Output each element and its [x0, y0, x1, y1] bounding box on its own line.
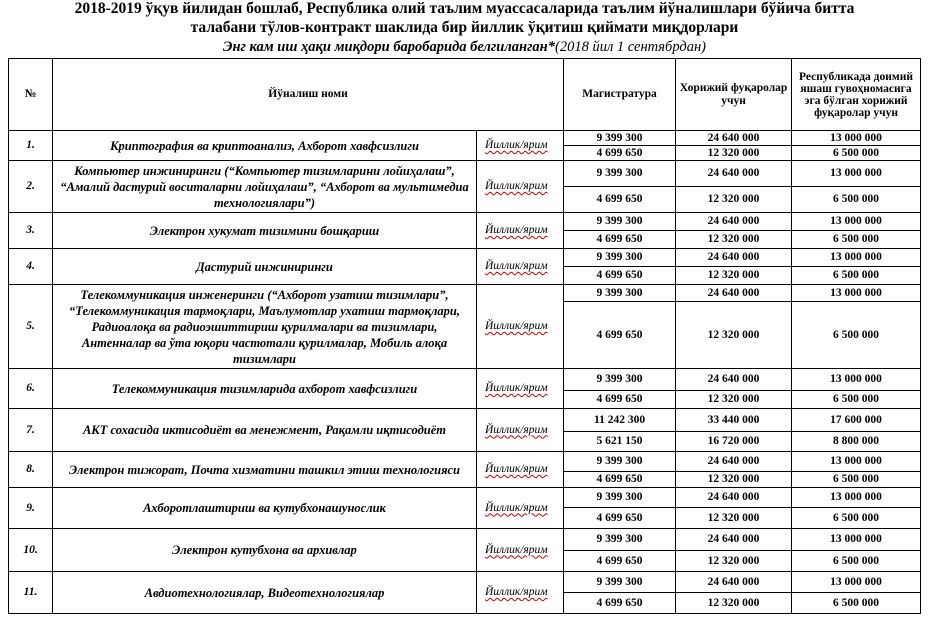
master-fee-half: 5 621 150: [564, 432, 676, 452]
tuition-table: [8, 58, 921, 614]
resident-fee-half: 6 500 000: [792, 472, 921, 488]
row-number: 9.: [9, 488, 53, 529]
document-title-line-2: талабани тўлов-контракт шаклида бир йиллик ўқитиш қиймати миқдорлари: [190, 19, 739, 36]
master-fee-annual: 9 399 300: [564, 452, 676, 472]
foreign-fee-annual: 24 640 000: [676, 213, 792, 231]
master-fee-annual: 9 399 300: [564, 131, 676, 146]
table-row: [9, 529, 921, 551]
study-mode: [477, 452, 564, 488]
document-title-line-1: 2018-2019 ўқув йилидан бошлаб, Республика олий таълим муассасаларида таълим йўналишлари бўйича битта: [74, 0, 855, 17]
resident-fee-half: 6 500 000: [792, 551, 921, 572]
master-fee-half: 4 699 650: [564, 146, 676, 161]
subtitle-date: (2018 йил 1 сентябрдан): [554, 39, 706, 55]
foreign-fee-annual: 24 640 000: [676, 249, 792, 267]
foreign-fee-half: 12 320 000: [676, 302, 792, 369]
resident-fee-annual: 13 000 000: [792, 285, 921, 302]
master-fee-annual: 9 399 300: [564, 488, 676, 508]
table-row: [9, 369, 921, 391]
foreign-fee-half: 12 320 000: [676, 187, 792, 213]
study-mode: [477, 213, 564, 249]
resident-fee-half: 6 500 000: [792, 231, 921, 249]
table-row: [9, 409, 921, 432]
resident-fee-half: 6 500 000: [792, 508, 921, 529]
foreign-fee-annual: 24 640 000: [676, 452, 792, 472]
resident-fee-annual: 13 000 000: [792, 452, 921, 472]
study-mode-label: Йиллик/ярим: [485, 224, 548, 236]
row-number: 8.: [9, 452, 53, 488]
col-header-number: №: [9, 59, 53, 131]
resident-fee-annual: 13 000 000: [792, 529, 921, 551]
master-fee-annual: 9 399 300: [564, 572, 676, 593]
master-fee-annual: 9 399 300: [564, 249, 676, 267]
program-name: Электрон кутубхона ва архивлар: [53, 529, 477, 572]
study-mode: [477, 161, 564, 213]
resident-fee-half: 6 500 000: [792, 391, 921, 409]
foreign-fee-annual: 24 640 000: [676, 488, 792, 508]
resident-fee-annual: 13 000 000: [792, 369, 921, 391]
resident-fee-annual: 17 600 000: [792, 409, 921, 432]
study-mode-label: Йиллик/ярим: [485, 543, 548, 556]
resident-fee-half: 6 500 000: [792, 187, 921, 213]
foreign-fee-half: 12 320 000: [676, 391, 792, 409]
foreign-fee-half: 16 720 000: [676, 432, 792, 452]
study-mode-label: Йиллик/ярим: [485, 180, 548, 192]
master-fee-annual: 9 399 300: [564, 161, 676, 187]
study-mode: [477, 529, 564, 572]
row-number: 7.: [9, 409, 53, 452]
row-number: 3.: [9, 213, 53, 249]
foreign-fee-half: 12 320 000: [676, 508, 792, 529]
program-name: Телекоммуникация инженеринги (“Ахборот узатиш тизимлари”, “Телекоммуникация тармоқлари, Маълумотлар ухатиш тармоқлари, Радиоалоқа ва радиоэшиттириш қурилмалари ва тизимлари, Антенналар ва ўта юқори частотали қурилмалар, Мобиль алоқа тизимлари: [53, 285, 477, 369]
table-row: [9, 131, 921, 146]
study-mode-label: Йиллик/ярим: [485, 260, 548, 272]
program-name: Криптография ва криптоанализ, Ахборот хавфсизлиги: [53, 131, 477, 161]
master-fee-half: 4 699 650: [564, 551, 676, 572]
foreign-fee-half: 12 320 000: [676, 472, 792, 488]
master-fee-half: 4 699 650: [564, 267, 676, 285]
table-row: [9, 488, 921, 508]
foreign-fee-half: 12 320 000: [676, 551, 792, 572]
table-header-row: [9, 59, 921, 131]
row-number: 2.: [9, 161, 53, 213]
col-header-foreign: Хорижий фуқаролар учун: [676, 59, 792, 131]
study-mode-label: Йиллик/ярим: [485, 382, 548, 394]
resident-fee-annual: 13 000 000: [792, 488, 921, 508]
master-fee-annual: 9 399 300: [564, 285, 676, 302]
study-mode: [477, 131, 564, 161]
row-number: 11.: [9, 572, 53, 614]
table-row: [9, 285, 921, 302]
study-mode: [477, 409, 564, 452]
study-mode: [477, 572, 564, 614]
study-mode: [477, 249, 564, 285]
row-number: 6.: [9, 369, 53, 409]
master-fee-half: 4 699 650: [564, 508, 676, 529]
foreign-fee-annual: 24 640 000: [676, 285, 792, 302]
resident-fee-annual: 13 000 000: [792, 161, 921, 187]
program-name: Дастурий инжиниринги: [53, 249, 477, 285]
master-fee-half: 4 699 650: [564, 302, 676, 369]
foreign-fee-half: 12 320 000: [676, 267, 792, 285]
resident-fee-half: 8 800 000: [792, 432, 921, 452]
foreign-fee-annual: 24 640 000: [676, 572, 792, 593]
master-fee-annual: 9 399 300: [564, 213, 676, 231]
col-header-resident: Республикада доимий яшаш гувоҳномасига эга бўлган хорижий фуқаролар учун: [792, 59, 921, 131]
program-name: АКТ сохасида иктисодиёт ва менежмент, Рақамли иқтисодиёт: [53, 409, 477, 452]
program-name: Электрон хукумат тизимини бошқариш: [53, 213, 477, 249]
master-fee-half: 4 699 650: [564, 231, 676, 249]
document-subtitle: [0, 38, 929, 56]
study-mode-label: Йиллик/ярим: [485, 139, 548, 151]
study-mode: [477, 369, 564, 409]
col-header-name: Йўналиш номи: [53, 59, 564, 131]
table-body: [9, 131, 921, 614]
table-row: [9, 161, 921, 187]
foreign-fee-annual: 33 440 000: [676, 409, 792, 432]
program-name: Электрон тижорат, Почта хизматини ташкил этиш технологияси: [53, 452, 477, 488]
resident-fee-annual: 13 000 000: [792, 249, 921, 267]
master-fee-half: 4 699 650: [564, 593, 676, 614]
row-number: 10.: [9, 529, 53, 572]
program-name: Телекоммуникация тизимларида ахборот хавфсизлиги: [53, 369, 477, 409]
resident-fee-half: 6 500 000: [792, 302, 921, 369]
study-mode-label: Йиллик/ярим: [485, 463, 548, 475]
master-fee-half: 4 699 650: [564, 187, 676, 213]
resident-fee-annual: 13 000 000: [792, 131, 921, 146]
foreign-fee-annual: 24 640 000: [676, 161, 792, 187]
table-row: [9, 572, 921, 593]
master-fee-annual: 9 399 300: [564, 529, 676, 551]
study-mode-label: Йиллик/ярим: [485, 320, 548, 332]
foreign-fee-half: 12 320 000: [676, 146, 792, 161]
study-mode: [477, 488, 564, 529]
study-mode: [477, 285, 564, 369]
row-number: 5.: [9, 285, 53, 369]
study-mode-label: Йиллик/ярим: [485, 423, 548, 436]
resident-fee-half: 6 500 000: [792, 267, 921, 285]
program-name: Ахборотлаштириш ва кутубхонашунослик: [53, 488, 477, 529]
foreign-fee-annual: 24 640 000: [676, 529, 792, 551]
row-number: 1.: [9, 131, 53, 161]
table-row: [9, 213, 921, 231]
program-name: Авдиотехнологиялар, Видеотехнологиялар: [53, 572, 477, 614]
resident-fee-annual: 13 000 000: [792, 572, 921, 593]
subtitle-emphasis: Энг кам иш ҳақи миқдори баробарида белгиланган*: [223, 39, 555, 55]
col-header-master: Магистратура: [564, 59, 676, 131]
master-fee-half: 4 699 650: [564, 472, 676, 488]
foreign-fee-half: 12 320 000: [676, 593, 792, 614]
resident-fee-half: 6 500 000: [792, 593, 921, 614]
master-fee-half: 4 699 650: [564, 391, 676, 409]
table-row: [9, 452, 921, 472]
table-row: [9, 249, 921, 267]
foreign-fee-annual: 24 640 000: [676, 369, 792, 391]
resident-fee-annual: 13 000 000: [792, 213, 921, 231]
study-mode-label: Йиллик/ярим: [485, 586, 548, 598]
foreign-fee-half: 12 320 000: [676, 231, 792, 249]
program-name: Компьютер инжиниринги (“Компьютер тизимларини лойиҳалаш”, “Амалий дастурий воситаларни лойиҳалаш”, “Ахборот ва мультимедиа технологиялари”): [53, 161, 477, 213]
foreign-fee-annual: 24 640 000: [676, 131, 792, 146]
master-fee-annual: 11 242 300: [564, 409, 676, 432]
resident-fee-half: 6 500 000: [792, 146, 921, 161]
row-number: 4.: [9, 249, 53, 285]
study-mode-label: Йиллик/ярим: [485, 501, 548, 514]
master-fee-annual: 9 399 300: [564, 369, 676, 391]
